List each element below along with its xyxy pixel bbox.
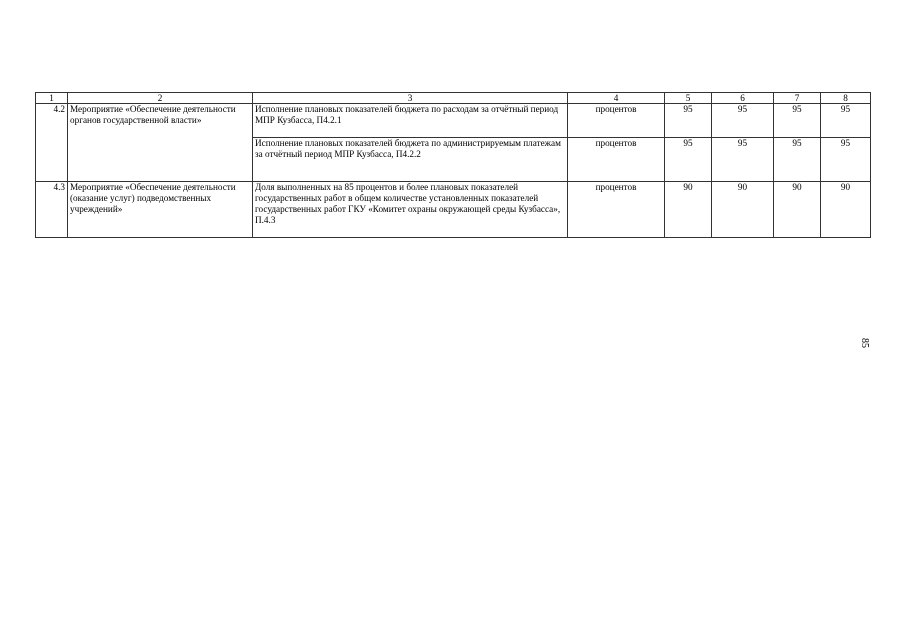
unit-cell: процентов xyxy=(568,182,665,238)
table-header-row xyxy=(36,93,871,104)
indicator-cell: Исполнение плановых показателей бюджета по администрируемым платежам за отчётный период МПР Кузбасса, П4.2.2 xyxy=(253,138,568,182)
value-cell-6: 95 xyxy=(712,138,774,182)
header-cell-6: 6 xyxy=(712,93,774,104)
value-cell-5: 95 xyxy=(665,104,712,138)
table-row xyxy=(36,182,871,238)
header-cell-4: 4 xyxy=(568,93,665,104)
activity-cell: Мероприятие «Обеспечение деятельности органов государственной власти» xyxy=(68,104,253,182)
value-cell-6: 90 xyxy=(712,182,774,238)
value-cell-8: 90 xyxy=(821,182,871,238)
value-cell-6: 95 xyxy=(712,104,774,138)
value-cell-8: 95 xyxy=(821,104,871,138)
value-cell-7: 90 xyxy=(774,182,821,238)
indicator-cell: Доля выполненных на 85 процентов и более плановых показателей государственных работ в общем количестве установленных показателей государственных работ ГКУ «Комитет охраны окружающей среды Кузбасса», П.4.3 xyxy=(253,182,568,238)
header-cell-3: 3 xyxy=(253,93,568,104)
value-cell-7: 95 xyxy=(774,104,821,138)
value-cell-5: 90 xyxy=(665,182,712,238)
indicators-table xyxy=(35,92,871,238)
header-cell-8: 8 xyxy=(821,93,871,104)
value-cell-7: 95 xyxy=(774,138,821,182)
row-number: 4.3 xyxy=(36,182,68,238)
value-cell-8: 95 xyxy=(821,138,871,182)
unit-cell: процентов xyxy=(568,138,665,182)
header-cell-2: 2 xyxy=(68,93,253,104)
header-cell-7: 7 xyxy=(774,93,821,104)
row-number: 4.2 xyxy=(36,104,68,182)
header-cell-5: 5 xyxy=(665,93,712,104)
unit-cell: процентов xyxy=(568,104,665,138)
header-cell-1: 1 xyxy=(36,93,68,104)
activity-cell: Мероприятие «Обеспечение деятельности (оказание услуг) подведомственных учреждений» xyxy=(68,182,253,238)
value-cell-5: 95 xyxy=(665,138,712,182)
indicator-cell: Исполнение плановых показателей бюджета по расходам за отчётный период МПР Кузбасса, П4.2.1 xyxy=(253,104,568,138)
table-row xyxy=(36,104,871,138)
page-number: 85 xyxy=(859,338,870,348)
